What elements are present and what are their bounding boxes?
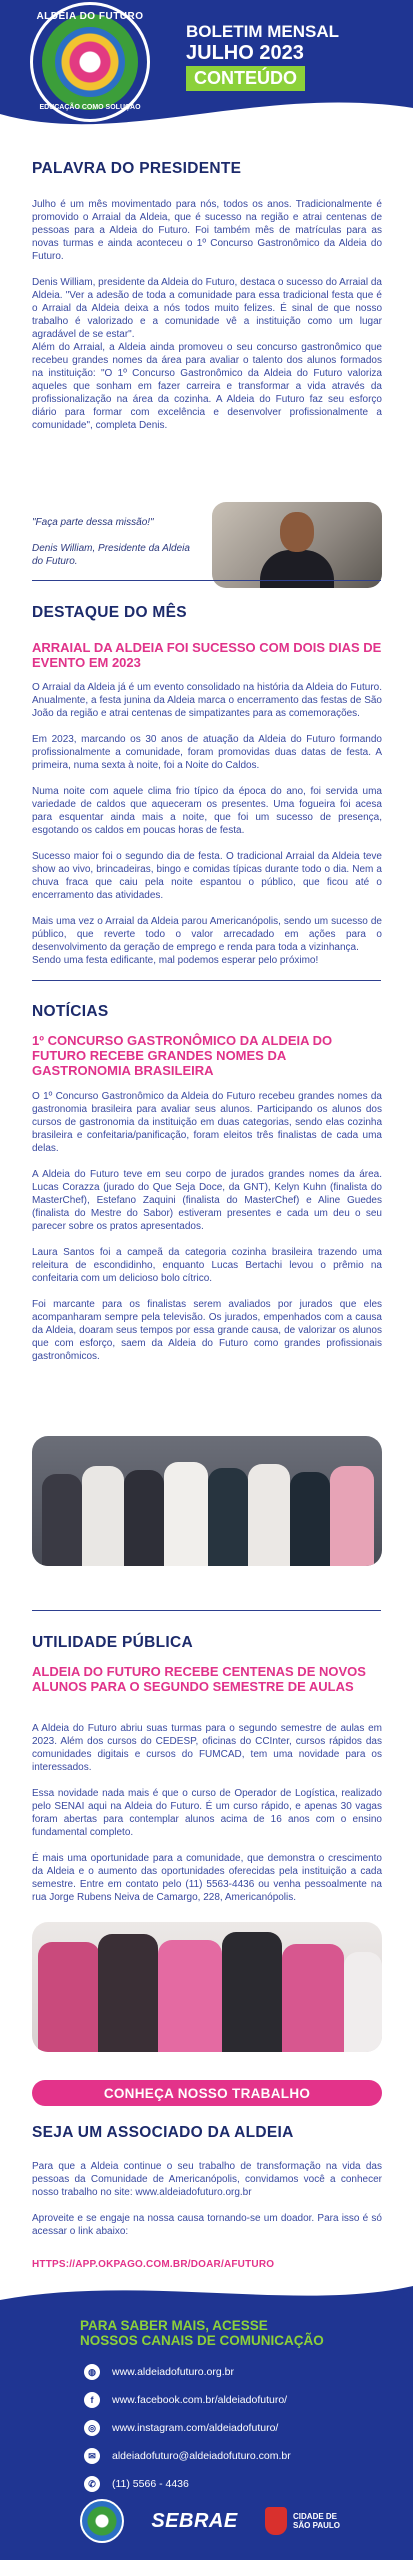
footer (0, 2278, 413, 2560)
logo-text-top: ALDEIA DO FUTURO (36, 11, 144, 22)
aldeia-footer-logo (80, 2499, 124, 2543)
utility-paragraph: Essa novidade nada mais é que o curso de Operador de Logística, realizado pelo SENAI aqui na Aldeia do Futuro. É um curso rápido, e apenas 30 vagas foram abertas para contemplar alunos acima de 16 anos com o ensino fundamental completo. (32, 1788, 382, 1838)
instagram-icon: ◎ (84, 2420, 100, 2436)
photo-figure (344, 1952, 382, 2052)
president-paragraph: Além do Arraial, a Aldeia ainda promoveu o seu concurso gastronômico que recebeu grandes nomes da área para avaliar o talento dos alunos formados na instituição: "O 1º Concurso Gastronômico da Aldeia do Futuro valoriza aqueles que sonham em fazer carreira e transformar a vida através da profissionalização na área da cozinha. A Aldeia do Futuro faz seu esforço diário para formar com excelência e desenvolver profissionalmente a comunidade", completa Denis. (32, 342, 382, 431)
photo-person-head (280, 512, 314, 552)
header-banner (0, 0, 413, 138)
photo-figure (38, 1942, 100, 2052)
partner-logos (80, 2496, 340, 2546)
highlight-paragraph: Sucesso maior foi o segundo dia de festa. O tradicional Arraial da Aldeia teve show ao vivo, brincadeiras, bingo e comidas típicas durante todo o dia. Nem a chuva fraca que caiu pela noite espantou o público, que ficou até o encerramento das atividades. (32, 851, 382, 901)
photo-figure (208, 1468, 248, 1566)
news-text (32, 1090, 382, 1363)
contact-instagram[interactable] (84, 2420, 278, 2436)
highlight-paragraph: Em 2023, marcando os 30 anos de atuação da Aldeia do Futuro formando profissionalmente a comunidade, foram promovidas duas datas de festa. A primeira, numa sexta à noite, foi a Noite do Caldos. (32, 734, 382, 771)
news-paragraph: Foi marcante para os finalistas serem avaliados por jurados que eles acompanharam sempre pela televisão. Os jurados, empenhados com a causa da Aldeia, doaram seus tempos por essa grande causa, de valorizar os alunos que com esforço, saem da Aldeia do Futuro como grandes profissionais gastronômicos. (32, 1299, 382, 1362)
photo-figure (124, 1470, 164, 1566)
contact-website[interactable] (84, 2364, 234, 2380)
president-signature: Denis William, Presidente da Aldeia do Futuro. (32, 543, 190, 567)
section-divider (32, 580, 381, 581)
header-wave (0, 78, 413, 138)
photo-figure (222, 1932, 282, 2052)
contact-text: www.instagram.com/aldeiadofuturo/ (112, 2422, 279, 2434)
photo-figure (82, 1466, 124, 1566)
contest-group-photo (32, 1436, 382, 1566)
utility-text (32, 1722, 382, 1904)
utility-paragraph: É mais uma oportunidade para a comunidade, que demonstra o crescimento da Aldeia e o aumento das oportunidades oferecidas pela instituição a cada semestre. Entre em contato pelo (11) 5563-4436 ou venha pessoalmente na rua Jorge Rubens Neiva de Camargo, 228, Americanópolis. (32, 1853, 382, 1903)
content-badge: CONTEÚDO (186, 66, 305, 91)
utility-paragraph: A Aldeia do Futuro abriu suas turmas para o segundo semestre de aulas em 2023. Além dos cursos do CEDESP, oficinas do CCInter, cursos rápidos das comunidades digitais e cursos do FUMCAD, tem uma novidade para os interessados. (32, 1723, 382, 1773)
phone-icon: ✆ (84, 2476, 100, 2492)
photo-figure (158, 1940, 222, 2052)
utility-headline: ALDEIA DO FUTURO RECEBE CENTENAS DE NOVOS ALUNOS PARA O SEGUNDO SEMESTRE DE AULAS (32, 1664, 366, 1694)
photo-figure (330, 1466, 374, 1566)
highlight-paragraph: Numa noite com aquele clima frio típico da época do ano, foi servida uma variedade de caldos que aqueceram os presentes. Uma fogueira foi acesa para esquentar ainda mais a noite, que foi um sucesso de presença, esgotando os caldos em poucas horas de festa. (32, 786, 382, 836)
city-crest-icon (265, 2507, 287, 2535)
associate-section-title: SEJA UM ASSOCIADO DA ALDEIA (32, 2124, 294, 2141)
photo-figure (290, 1472, 330, 1566)
photo-figure (164, 1462, 208, 1566)
sebrae-logo: SEBRAE (151, 2509, 238, 2532)
utility-section-title: UTILIDADE PÚBLICA (32, 1634, 193, 1651)
footer-title-line1: PARA SABER MAIS, ACESSE (80, 2318, 268, 2333)
city-logo-line2: SÃO PAULO (293, 2521, 340, 2530)
section-divider (32, 1610, 381, 1611)
newsletter-title: BOLETIM MENSAL (186, 22, 339, 41)
students-photo (32, 1922, 382, 2052)
contact-text: www.aldeiadofuturo.org.br (112, 2366, 234, 2378)
president-quote: "Faça parte dessa missão!" (32, 517, 154, 528)
president-paragraph: Denis William, presidente da Aldeia do Futuro, destaca o sucesso do Arraial da Aldeia. "Ver a adesão de toda a comunidade para essa tradicional festa que é o Arraial da Aldeia deixa a nós todos muito felizes. É sinal de que nosso trabalho é valorizado e a comunidade vê a instituição como um lugar agradável de se estar". (32, 277, 382, 340)
photo-figure (248, 1464, 290, 1566)
associate-paragraph: Para que a Aldeia continue o seu trabalho de transformação na vida das pessoas da Comunidade de Americanópolis, convidamos você a conhecer nosso trabalho no site: www.aldeiadofuturo.org.br (32, 2161, 382, 2198)
photo-figure (282, 1944, 344, 2052)
highlight-paragraph: Mais uma vez o Arraial da Aldeia parou Americanópolis, sendo um sucesso de público, que reverte todo o valor arrecadado em ações para o desenvolvimento da geração de emprego e renda para toda a vizinhança. Sendo uma festa edificante, mal podemos esperar pelo próximo! (32, 916, 382, 966)
contact-facebook[interactable] (84, 2392, 287, 2408)
news-headline: 1º CONCURSO GASTRONÔMICO DA ALDEIA DO FUTURO RECEBE GRANDES NOMES DA GASTRONOMIA BRASILEIRA (32, 1033, 333, 1078)
news-paragraph: Laura Santos foi a campeã da categoria cozinha brasileira trazendo uma releitura de escondidinho, enquanto Lucas Bertachi levou o prêmio na confeitaria com um delicioso bolo cítrico. (32, 1247, 382, 1284)
highlight-section-title: DESTAQUE DO MÊS (32, 604, 187, 621)
globe-icon: ◍ (84, 2364, 100, 2380)
highlight-paragraph: O Arraial da Aldeia já é um evento consolidado na história da Aldeia do Futuro. Anualmente, a festa junina da Aldeia marca o encerramento das festas de São João da região e atrai centenas de simpatizantes para as comemorações. (32, 682, 382, 719)
associate-text (32, 2160, 382, 2238)
email-icon: ✉ (84, 2448, 100, 2464)
associate-paragraph: Aproveite e se engaje na nossa causa tornando-se um doador. Para isso é só acessar o link abaixo: (32, 2213, 382, 2237)
footer-wave (0, 2278, 413, 2314)
contact-phone[interactable] (84, 2476, 189, 2492)
footer-title-line2: NOSSOS CANAIS DE COMUNICAÇÃO (80, 2333, 324, 2348)
president-section-title: PALAVRA DO PRESIDENTE (32, 160, 242, 177)
footer-title (80, 2318, 324, 2348)
donation-link[interactable]: HTTPS://APP.OKPAGO.COM.BR/DOAR/AFUTURO (32, 2259, 275, 2270)
news-paragraph: O 1º Concurso Gastronômico da Aldeia do Futuro recebeu grandes nomes da gastronomia brasileira para avaliar seus alunos. Participando os alunos dos cursos de gastronomia da instituição em duas categorias, sendo elas cozinha brasileira e confeitaria/panificação, foram eleitos três finalistas de cada uma delas. (32, 1091, 382, 1154)
photo-figure (98, 1934, 158, 2052)
photo-person-body (260, 550, 334, 588)
city-logo-line1: CIDADE DE (293, 2512, 338, 2521)
logo-text-bottom: EDUCAÇÃO COMO SOLUÇÃO (39, 104, 141, 111)
president-photo (212, 502, 382, 588)
contact-text: aldeiadofuturo@aldeiadofuturo.com.br (112, 2450, 291, 2462)
contact-text: www.facebook.com.br/aldeiadofuturo/ (112, 2394, 288, 2406)
president-paragraph: Julho é um mês movimentado para nós, todos os anos. Tradicionalmente é promovido o Arraial da Aldeia, que é sucesso na região e atrai centenas de pessoas para a Aldeia do Futuro. Foi também mês de matrículas para as novas turmas e ainda aconteceu o 1º Concurso Gastronômico da Aldeia do Futuro. (32, 199, 382, 262)
highlight-headline: ARRAIAL DA ALDEIA FOI SUCESSO COM DOIS DIAS DE EVENTO EM 2023 (32, 640, 382, 670)
sao-paulo-city-logo (265, 2507, 340, 2535)
president-text (32, 198, 382, 432)
section-divider (32, 980, 381, 981)
news-section-title: NOTÍCIAS (32, 1003, 109, 1020)
know-our-work-button[interactable]: CONHEÇA NOSSO TRABALHO (32, 2080, 382, 2106)
contact-email[interactable] (84, 2448, 291, 2464)
photo-figure (42, 1474, 82, 1566)
facebook-icon: f (84, 2392, 100, 2408)
contact-text: (11) 5566 - 4436 (112, 2478, 189, 2490)
highlight-text (32, 681, 382, 967)
news-paragraph: A Aldeia do Futuro teve em seu corpo de jurados grandes nomes da área. Lucas Corazza (jurado do Que Seja Doce, da GNT), Kelyn Kuhn (finalista do MasterChef), Estefano Zaquini (finalista do MasterChef) e Aline Guedes (finalista do Mestre do Sabor) estiveram presentes e cada um deu o seu parecer sobre os pratos apresentados. (32, 1169, 382, 1232)
newsletter-date: JULHO 2023 (186, 42, 304, 64)
